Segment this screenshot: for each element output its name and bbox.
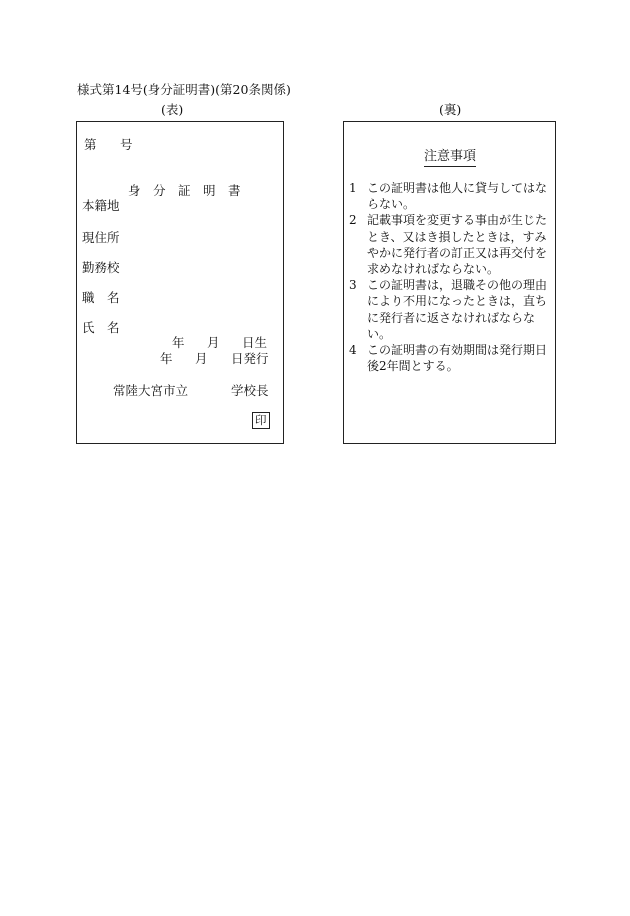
field-school-label: 勤務校 (82, 260, 120, 275)
field-name-label: 氏 名 (82, 320, 120, 335)
note-item (349, 342, 552, 374)
number-prefix: 第 (84, 137, 97, 152)
note-number: 1 (349, 181, 357, 195)
note-number: 4 (349, 343, 357, 358)
form-title: 様式第14号(身分証明書)(第20条関係) (77, 82, 291, 97)
front-side-label: (表) (161, 102, 184, 117)
note-text: この証明書は，退職その他の理由により不用になったときは，直ちに発行者に返さなければならない。 (367, 278, 548, 341)
field-address-label: 現住所 (82, 230, 120, 245)
seal-icon: 印 (252, 412, 270, 429)
card-heading: 身 分 証 明 書 (128, 183, 241, 198)
notes-title (344, 150, 556, 163)
field-honseki-label: 本籍地 (82, 198, 120, 213)
issuer-prefix: 常陸大宮市立 (113, 383, 189, 398)
note-text: この証明書の有効期間は発行期日後2年間とする。 (367, 343, 548, 374)
seal-stamp (252, 412, 270, 429)
number-suffix: 号 (120, 137, 133, 152)
birth-month: 月 (207, 335, 220, 350)
notes-list (349, 180, 552, 374)
birth-day: 日生 (242, 335, 268, 350)
issue-year: 年 (160, 351, 173, 366)
birth-year: 年 (172, 335, 185, 350)
notes-title-text: 注意事項 (424, 149, 476, 167)
note-item (349, 180, 552, 212)
issue-day: 日発行 (231, 351, 269, 366)
note-item (349, 277, 552, 342)
issue-month: 月 (195, 351, 208, 366)
note-number: 3 (349, 278, 357, 293)
note-text: この証明書は他人に貸与してはならない。 (367, 181, 548, 212)
note-number: 2 (349, 213, 357, 228)
issuer-suffix: 学校長 (231, 383, 269, 398)
field-position-label: 職 名 (82, 290, 120, 305)
note-item (349, 212, 552, 277)
note-text: 記載事項を変更する事由が生じたとき、又はき損したときは，すみやかに発行者の訂正又は再交付を求めなければならない。 (367, 213, 548, 277)
back-side-label: (裏) (439, 102, 462, 117)
